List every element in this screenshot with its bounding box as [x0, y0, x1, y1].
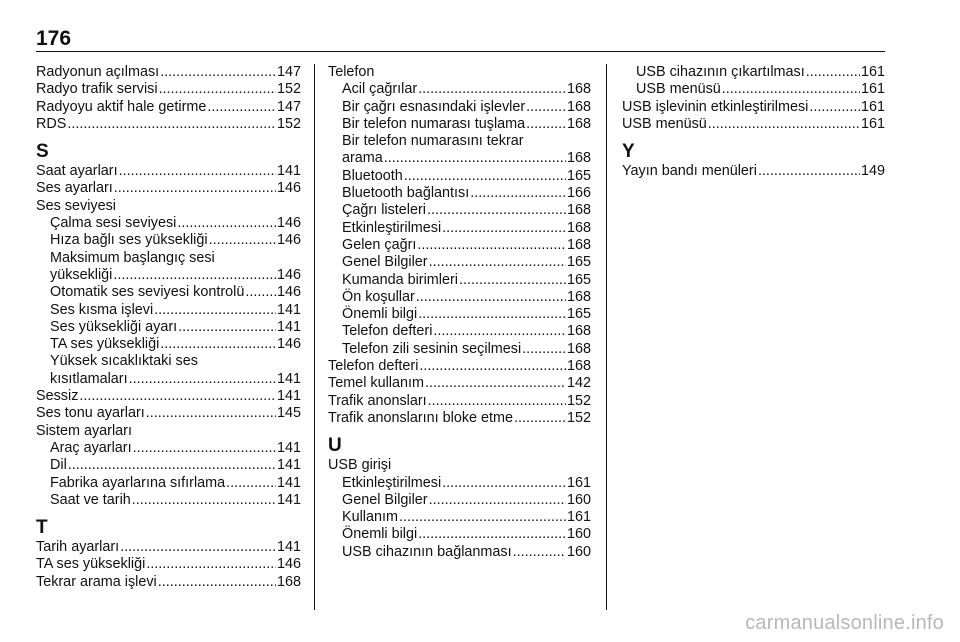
- dot-leader: [442, 220, 566, 237]
- entry-label: Hıza bağlı ses yüksekliği: [50, 232, 208, 249]
- entry-label: Trafik anonsları: [328, 392, 427, 409]
- entry-label: Dil: [50, 457, 67, 474]
- index-entry: [36, 163, 301, 180]
- index-subentry: [328, 254, 591, 271]
- dot-leader: [178, 319, 276, 336]
- index-subentry: [36, 319, 301, 336]
- page-reference: 152: [276, 115, 301, 132]
- entry-label: Ön koşullar: [342, 288, 415, 305]
- entry-label: TA ses yüksekliği: [50, 336, 160, 353]
- entry-label: Önemli bilgi: [342, 526, 418, 543]
- entry-label: Acil çağrılar: [342, 81, 418, 98]
- entry-label: USB cihazının çıkartılması: [636, 64, 805, 80]
- dot-leader: [522, 341, 566, 358]
- page-reference: 146: [276, 232, 301, 249]
- entry-label: Telefon: [328, 64, 375, 80]
- entry-label: Temel kullanım: [328, 375, 424, 392]
- index-entry: [36, 99, 301, 116]
- dot-leader: [114, 180, 276, 197]
- entry-label: Otomatik ses seviyesi kontrolü: [50, 284, 245, 301]
- page-reference: 168: [566, 98, 591, 115]
- page-reference: 141: [276, 388, 301, 405]
- dot-leader: [158, 574, 276, 591]
- page-reference: 165: [566, 167, 591, 184]
- index-subentry: [328, 526, 591, 543]
- dot-leader: [113, 267, 276, 284]
- entry-label: Fabrika ayarlarına sıfırlama: [50, 474, 226, 491]
- page-reference: 141: [276, 163, 301, 180]
- entry-label: Radyo trafik servisi: [36, 81, 158, 98]
- dot-leader: [428, 393, 566, 410]
- dot-leader: [245, 284, 276, 301]
- entry-label: Yüksek sıcaklıktaki ses: [50, 353, 198, 370]
- page-reference: 141: [276, 474, 301, 491]
- index-subentry: [328, 81, 591, 98]
- dot-leader: [442, 475, 566, 492]
- index-subentry: [328, 492, 591, 509]
- index-subentry: [328, 133, 591, 150]
- page-reference: 168: [566, 115, 591, 132]
- entry-label: Sistem ayarları: [36, 422, 132, 439]
- page-reference: 146: [276, 180, 301, 197]
- index-subentry: [328, 168, 591, 185]
- page-reference: 141: [276, 457, 301, 474]
- dot-leader: [427, 202, 566, 219]
- page-reference: 141: [276, 301, 301, 318]
- index-entry: [36, 405, 301, 422]
- dot-leader: [226, 475, 276, 492]
- entry-label: Maksimum başlangıç sesi: [50, 249, 215, 266]
- dot-leader: [146, 556, 276, 573]
- page-reference: 168: [566, 150, 591, 167]
- page-reference: 168: [566, 340, 591, 357]
- page-reference: 142: [566, 375, 591, 392]
- index-subentry: [36, 492, 301, 509]
- index-subentry: [328, 185, 591, 202]
- entry-label: Kullanım: [342, 509, 398, 526]
- index-entry: [622, 116, 885, 133]
- index-subentry: [36, 232, 301, 249]
- index-entry: [36, 198, 301, 215]
- entry-label: Çalma sesi seviyesi: [50, 215, 177, 232]
- page-reference: 168: [566, 288, 591, 305]
- index-subentry: [622, 64, 885, 81]
- entry-label: Ses yüksekliği ayarı: [50, 318, 178, 335]
- index-subentry: [328, 475, 591, 492]
- dot-leader: [160, 64, 276, 81]
- index-subentry: [36, 284, 301, 301]
- entry-label: Bir çağrı esnasındaki işlevler: [342, 98, 526, 115]
- dot-leader: [459, 272, 566, 289]
- index-column-2: [328, 64, 591, 561]
- entry-label: Ses ayarları: [36, 180, 113, 197]
- entry-label: arama: [342, 150, 383, 167]
- entry-label: Genel Bilgiler: [342, 491, 428, 508]
- dot-leader: [722, 81, 860, 98]
- index-entry: [36, 388, 301, 405]
- index-subentry: [36, 353, 301, 370]
- page-reference: 165: [566, 306, 591, 323]
- page-reference: 160: [566, 491, 591, 508]
- dot-leader: [209, 232, 276, 249]
- entry-label: Saat ayarları: [36, 163, 118, 180]
- dot-leader: [68, 457, 276, 474]
- dot-leader: [177, 215, 276, 232]
- index-subentry: [328, 99, 591, 116]
- index-subentry: [36, 250, 301, 267]
- page-reference: 146: [276, 215, 301, 232]
- entry-label: RDS: [36, 115, 67, 132]
- index-entry: [36, 574, 301, 591]
- dot-leader: [416, 289, 566, 306]
- entry-label: Radyonun açılması: [36, 64, 160, 80]
- column-divider: [314, 64, 315, 610]
- entry-label: Çağrı listeleri: [342, 202, 426, 219]
- entry-label: Telefon zili sesinin seçilmesi: [342, 340, 522, 357]
- entry-label: USB menüsü: [636, 81, 721, 98]
- dot-leader: [526, 99, 566, 116]
- dot-leader: [418, 306, 566, 323]
- page-reference: 141: [276, 491, 301, 508]
- entry-label: USB cihazının bağlanması: [342, 543, 512, 560]
- index-entry: [36, 180, 301, 197]
- page-number: 176: [36, 27, 72, 50]
- dot-leader: [79, 388, 276, 405]
- dot-leader: [708, 116, 860, 133]
- index-entry: [622, 163, 885, 180]
- dot-leader: [419, 358, 566, 375]
- page-reference: 161: [860, 64, 885, 80]
- entry-label: Ses kısma işlevi: [50, 301, 154, 318]
- dot-leader: [806, 64, 860, 81]
- index-subentry: [36, 267, 301, 284]
- index-subentry: [328, 150, 591, 167]
- page-reference: 168: [566, 323, 591, 340]
- index-subentry: [36, 336, 301, 353]
- index-entry: [36, 81, 301, 98]
- page-reference: 141: [276, 539, 301, 556]
- index-subentry: [36, 440, 301, 457]
- page-reference: 168: [566, 236, 591, 253]
- dot-leader: [129, 371, 276, 388]
- entry-label: Genel Bilgiler: [342, 254, 428, 271]
- entry-label: Önemli bilgi: [342, 306, 418, 323]
- entry-label: USB işlevinin etkinleştirilmesi: [622, 98, 809, 115]
- section-letter: U: [328, 435, 342, 457]
- entry-label: Tekrar arama işlevi: [36, 573, 157, 590]
- page-reference: 152: [276, 81, 301, 98]
- page-reference: 168: [566, 358, 591, 375]
- page-reference: 152: [566, 392, 591, 409]
- entry-label: Bluetooth bağlantısı: [342, 185, 470, 202]
- page-reference: 146: [276, 556, 301, 573]
- page-reference: 161: [860, 98, 885, 115]
- entry-label: Telefon defteri: [328, 358, 419, 375]
- entry-label: Telefon defteri: [342, 323, 433, 340]
- column-divider: [606, 64, 607, 610]
- entry-label: Etkinleştirilmesi: [342, 219, 442, 236]
- dot-leader: [418, 81, 566, 98]
- index-subentry: [328, 116, 591, 133]
- entry-label: Ses seviyesi: [36, 197, 116, 214]
- entry-label: Yayın bandı menüleri: [622, 163, 757, 180]
- index-entry: [36, 423, 301, 440]
- dot-leader: [809, 99, 860, 116]
- dot-leader: [132, 492, 276, 509]
- index-entry: [36, 116, 301, 133]
- page-reference: 161: [566, 509, 591, 526]
- dot-leader: [120, 539, 276, 556]
- page-reference: 141: [276, 370, 301, 387]
- index-subentry: [622, 81, 885, 98]
- dot-leader: [433, 323, 566, 340]
- page-reference: 161: [860, 81, 885, 98]
- index-subentry: [36, 371, 301, 388]
- dot-leader: [384, 150, 566, 167]
- dot-leader: [417, 237, 566, 254]
- dot-leader: [133, 440, 276, 457]
- index-entry: [328, 375, 591, 392]
- page-reference: 168: [566, 202, 591, 219]
- page-reference: 166: [566, 185, 591, 202]
- index-subentry: [328, 341, 591, 358]
- entry-label: kısıtlamaları: [50, 370, 128, 387]
- page-reference: 165: [566, 271, 591, 288]
- page-reference: 149: [860, 163, 885, 180]
- page-reference: 168: [566, 81, 591, 98]
- page-reference: 160: [566, 543, 591, 560]
- index-entry: [328, 393, 591, 410]
- index-subentry: [328, 306, 591, 323]
- dot-leader: [429, 492, 566, 509]
- page-reference: 146: [276, 284, 301, 301]
- index-subentry: [328, 237, 591, 254]
- section-letter: S: [36, 141, 49, 163]
- section-letter: Y: [622, 141, 635, 163]
- dot-leader: [67, 116, 276, 133]
- page-reference: 145: [276, 405, 301, 422]
- index-column-3: [622, 64, 885, 180]
- page-reference: 165: [566, 254, 591, 271]
- entry-label: TA ses yüksekliği: [36, 556, 146, 573]
- index-entry: [622, 99, 885, 116]
- page-reference: 160: [566, 526, 591, 543]
- index-subentry: [36, 457, 301, 474]
- dot-leader: [758, 163, 860, 180]
- page-reference: 152: [566, 409, 591, 426]
- entry-label: Sessiz: [36, 388, 79, 405]
- dot-leader: [399, 509, 566, 526]
- index-subentry: [36, 302, 301, 319]
- entry-label: Bluetooth: [342, 167, 403, 184]
- entry-label: USB girişi: [328, 457, 392, 474]
- index-subentry: [328, 272, 591, 289]
- dot-leader: [429, 254, 566, 271]
- index-subentry: [328, 220, 591, 237]
- dot-leader: [526, 116, 566, 133]
- index-entry: [328, 64, 591, 81]
- watermark: carmanualsonline.info: [745, 612, 944, 634]
- dot-leader: [119, 163, 276, 180]
- entry-label: Saat ve tarih: [50, 491, 131, 508]
- entry-label: Etkinleştirilmesi: [342, 474, 442, 491]
- index-subentry: [36, 215, 301, 232]
- page-reference: 147: [276, 98, 301, 115]
- page-reference: 168: [276, 573, 301, 590]
- index-entry: [36, 556, 301, 573]
- page-reference: 146: [276, 266, 301, 283]
- entry-label: Ses tonu ayarları: [36, 405, 145, 422]
- header-rule: [36, 51, 885, 52]
- page-reference: 161: [566, 474, 591, 491]
- index-subentry: [328, 509, 591, 526]
- dot-leader: [470, 185, 566, 202]
- entry-label: Trafik anonslarını bloke etme: [328, 409, 514, 426]
- index-subentry: [328, 323, 591, 340]
- entry-label: Bir telefon numarası tuşlama: [342, 115, 526, 132]
- entry-label: Radyoyu aktif hale getirme: [36, 98, 207, 115]
- page-reference: 161: [860, 115, 885, 132]
- entry-label: yüksekliği: [50, 266, 113, 283]
- index-entry: [36, 64, 301, 81]
- index-entry: [328, 457, 591, 474]
- entry-label: Gelen çağrı: [342, 236, 417, 253]
- index-subentry: [328, 289, 591, 306]
- section-letter: T: [36, 517, 48, 539]
- index-subentry: [328, 544, 591, 561]
- entry-label: Tarih ayarları: [36, 539, 120, 556]
- page-reference: 146: [276, 336, 301, 353]
- dot-leader: [207, 99, 276, 116]
- entry-label: Kumanda birimleri: [342, 271, 458, 288]
- dot-leader: [160, 336, 276, 353]
- index-column-1: [36, 64, 301, 591]
- page-reference: 147: [276, 64, 301, 80]
- index-entry: [36, 539, 301, 556]
- dot-leader: [513, 544, 566, 561]
- dot-leader: [404, 168, 566, 185]
- index-entry: [328, 358, 591, 375]
- dot-leader: [418, 526, 566, 543]
- index-subentry: [328, 202, 591, 219]
- entry-label: USB menüsü: [622, 115, 707, 132]
- entry-label: Araç ayarları: [50, 439, 132, 456]
- page-reference: 141: [276, 318, 301, 335]
- dot-leader: [514, 410, 566, 427]
- dot-leader: [154, 302, 276, 319]
- index-entry: [328, 410, 591, 427]
- entry-label: Bir telefon numarasını tekrar: [342, 133, 524, 150]
- dot-leader: [159, 81, 276, 98]
- page-reference: 141: [276, 439, 301, 456]
- index-subentry: [36, 475, 301, 492]
- dot-leader: [425, 375, 566, 392]
- page-reference: 168: [566, 219, 591, 236]
- dot-leader: [146, 405, 276, 422]
